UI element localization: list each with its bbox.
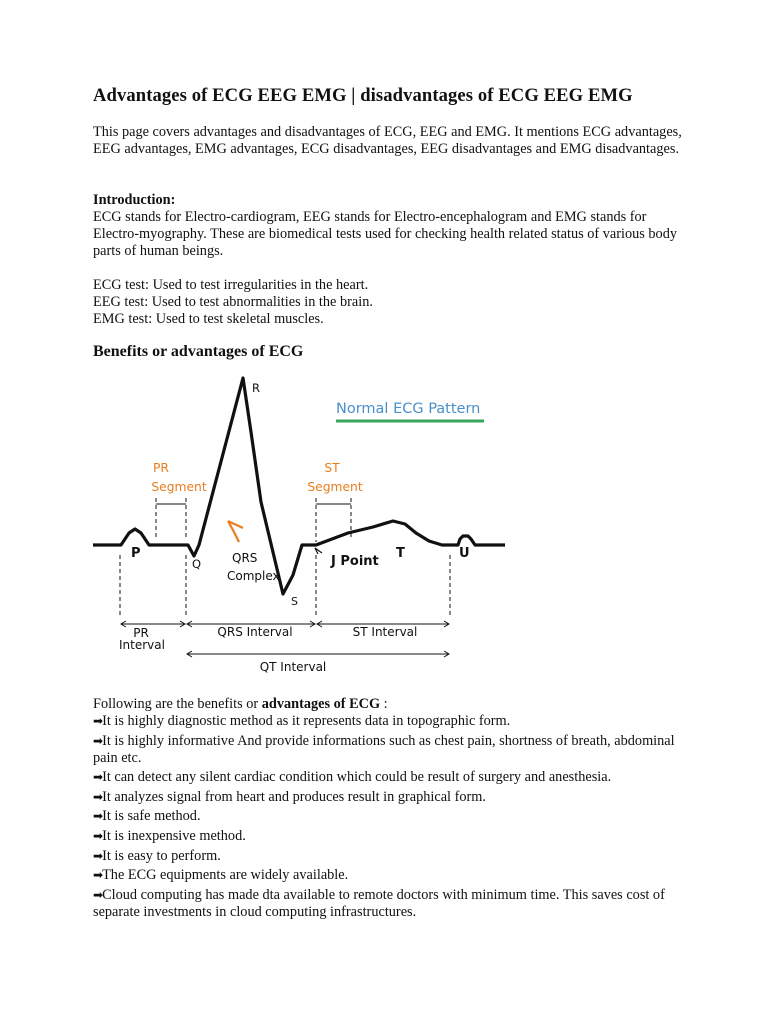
label-r: R bbox=[252, 381, 260, 395]
list-item: ➡It is easy to perform. bbox=[93, 847, 221, 864]
list-item: ➡It is safe method. bbox=[93, 808, 201, 825]
list-item: ➡Cloud computing has made dta available to remote doctors with minimum time. This saves cost of separate investments in cloud computing infrastructures. bbox=[93, 886, 665, 920]
pr-interval-label-1: PR bbox=[133, 626, 149, 640]
qrs-marker bbox=[228, 521, 243, 542]
diagram-title-text: Normal ECG Pattern bbox=[336, 401, 481, 417]
pr-interval-label-2: Interval bbox=[119, 638, 165, 652]
qt-interval-label: QT Interval bbox=[259, 660, 327, 674]
right-arrow-icon: ➡ bbox=[93, 770, 103, 785]
list-item: ➡The ECG equipments are widely available. bbox=[93, 867, 349, 884]
test-eeg: EEG test: Used to test abnormalities in the brain. bbox=[93, 294, 373, 310]
right-arrow-icon: ➡ bbox=[93, 887, 103, 902]
st-segment-label-1: ST bbox=[324, 461, 340, 475]
list-item: ➡It is inexpensive method. bbox=[93, 827, 246, 844]
right-arrow-icon: ➡ bbox=[93, 828, 103, 843]
label-u: U bbox=[459, 546, 470, 561]
advantages-intro-prefix: Following are the benefits or bbox=[93, 696, 262, 712]
right-arrow-icon: ➡ bbox=[93, 733, 103, 748]
advantages-intro-suffix: : bbox=[380, 696, 388, 712]
right-arrow-icon: ➡ bbox=[93, 868, 103, 883]
benefits-heading: Benefits or advantages of ECG bbox=[93, 343, 304, 360]
pr-segment-label-1: PR bbox=[153, 461, 169, 475]
advantages-intro-bold: advantages of ECG bbox=[261, 696, 381, 712]
test-ecg: ECG test: Used to test irregularities in the heart. bbox=[93, 277, 369, 293]
right-arrow-icon: ➡ bbox=[93, 809, 103, 824]
label-qrs-2: Complex bbox=[227, 569, 280, 583]
tests-list bbox=[93, 277, 683, 328]
qrs-interval-label: QRS Interval bbox=[217, 625, 293, 639]
page-title: Advantages of ECG EEG EMG | disadvantages of ECG EEG EMG bbox=[93, 85, 633, 106]
list-item: ➡It analyzes signal from heart and produces result in graphical form. bbox=[93, 788, 486, 805]
right-arrow-icon: ➡ bbox=[93, 848, 103, 863]
advantages-intro bbox=[93, 696, 683, 713]
right-arrow-icon: ➡ bbox=[93, 714, 103, 728]
advantages-list bbox=[93, 713, 683, 923]
label-qrs-1: QRS bbox=[232, 551, 258, 565]
label-j-point: J Point bbox=[331, 554, 379, 569]
pr-segment-label-2: Segment bbox=[151, 480, 207, 494]
st-segment-label-2: Segment bbox=[307, 480, 363, 494]
label-s: S bbox=[291, 595, 298, 608]
label-q: Q bbox=[192, 557, 202, 571]
intro-paragraph: This page covers advantages and disadvantages of ECG, EEG and EMG. It mentions ECG advantages, EEG advantages, EMG advantages, ECG disadvantages, EEG disadvantages and EMG disadvantages. bbox=[93, 124, 682, 157]
list-item: ➡It is highly informative And provide informations such as chest pain, shortness of breath, abdominal pain etc. bbox=[93, 732, 675, 766]
introduction-paragraph: ECG stands for Electro-cardiogram, EEG stands for Electro-encephalogram and EMG stands for Electro-myography. These are biomedical tests used for checking health related status of various body parts of human beings. bbox=[93, 209, 677, 259]
st-interval-label: ST Interval bbox=[352, 625, 418, 639]
right-arrow-icon: ➡ bbox=[93, 789, 103, 804]
list-item: ➡It is highly diagnostic method as it represents data in topographic form. bbox=[93, 713, 511, 729]
label-p: P bbox=[131, 546, 141, 561]
test-emg: EMG test: Used to test skeletal muscles. bbox=[93, 311, 324, 327]
list-item: ➡It can detect any silent cardiac condition which could be result of surgery and anesthesia. bbox=[93, 769, 612, 786]
introduction-heading: Introduction: bbox=[93, 192, 176, 208]
ecg-diagram bbox=[93, 370, 513, 680]
label-t: T bbox=[396, 546, 405, 561]
